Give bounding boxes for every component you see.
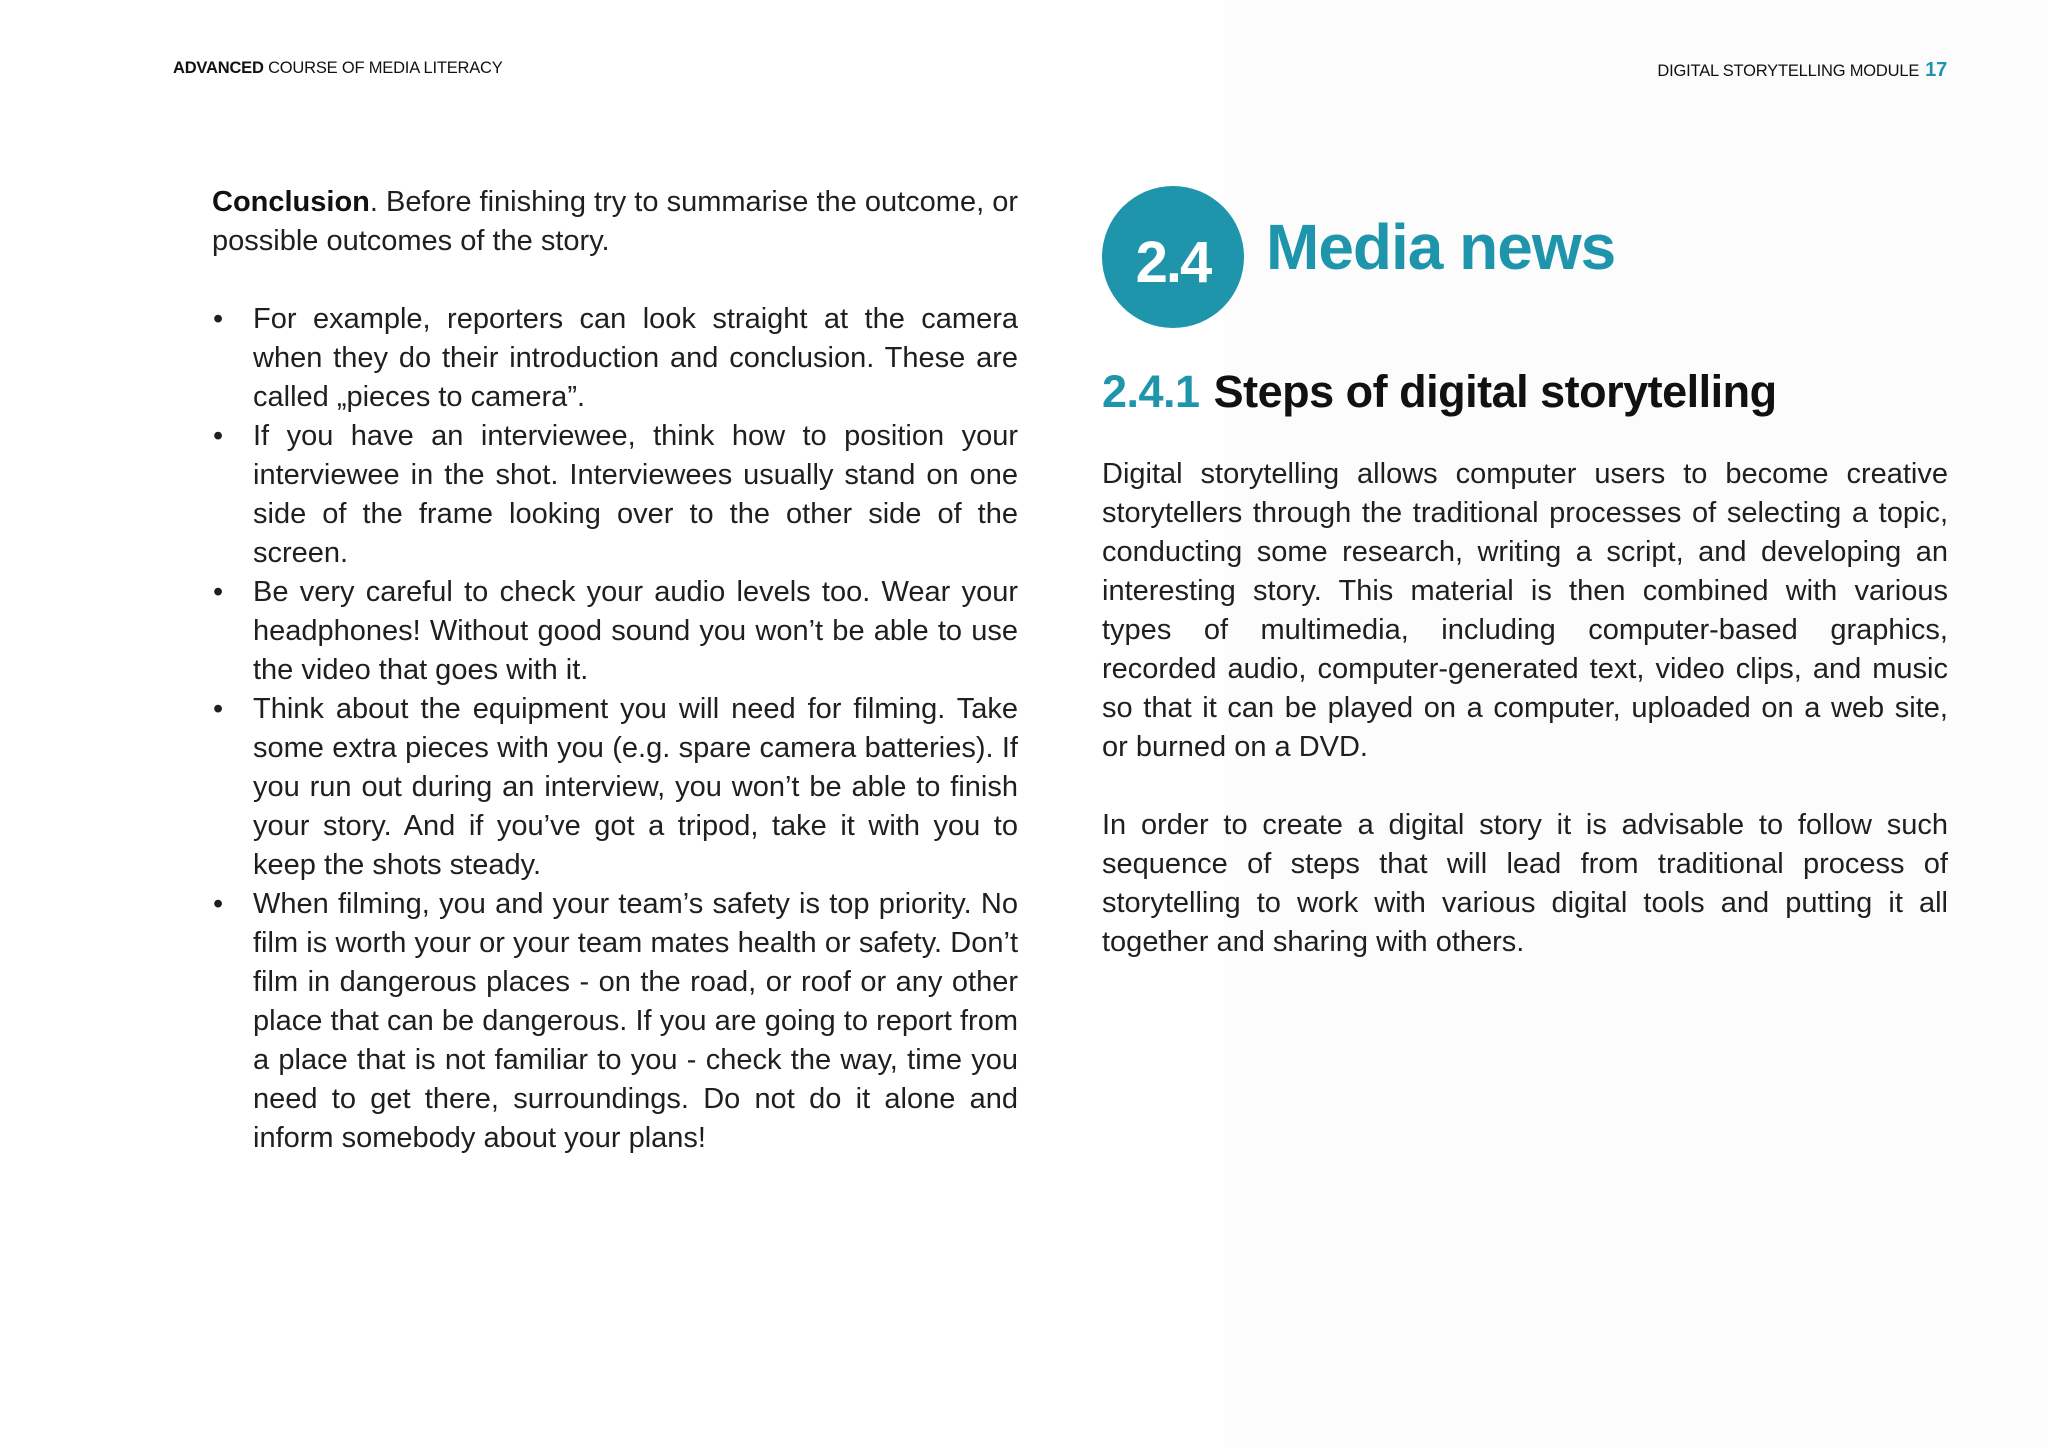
conclusion-paragraph [212, 183, 1018, 261]
right-column [1102, 455, 1948, 962]
bullet-text: Think about the equipment you will need for filming. Take some extra pieces with you (e.g. spare camera batteries). If you run out during an interview, you won’t be able to finish your story. And if you’ve got a tripod, take it with you to keep the shots steady. [253, 693, 1018, 881]
subsection-title: Steps of digital storytelling [1213, 366, 1777, 417]
running-header-right [1657, 59, 1947, 82]
bullet-marker: • [213, 693, 224, 725]
bullet-marker: • [213, 888, 224, 920]
bullet-text: When filming, you and your team’s safety is top priority. No film is worth your or your team mates health or safety. Don’t film in dangerous places - on the road, or roof or any other place that can be dangerous. If you are going to report from a place that is not familiar to you - check the way, time you need to get there, surroundings. Do not do it alone and inform somebody about your plans! [253, 888, 1018, 1154]
subsection-number: 2.4.1 [1102, 366, 1200, 417]
header-course-title: COURSE OF MEDIA LITERACY [263, 59, 503, 77]
body-paragraph: Digital storytelling allows computer users to become creative storytellers through the traditional processes of selecting a topic, conducting some research, writing a script, and developing an interesting story. This material is then combined with various types of multimedia, including computer-based graphics, recorded audio, computer-generated text, video clips, and music so that it can be played on a computer, uploaded on a web site, or burned on a DVD. [1102, 458, 1948, 763]
bullet-marker: • [213, 576, 224, 608]
header-course-level: ADVANCED [173, 59, 264, 77]
section-number-badge [1102, 186, 1244, 328]
conclusion-term: Conclusion [212, 186, 370, 218]
bullet-item [212, 690, 1018, 885]
running-header-left [173, 59, 503, 78]
section-title: Media news [1266, 211, 1616, 283]
bullet-item [212, 573, 1018, 690]
bullet-text: If you have an interviewee, think how to position your interviewee in the shot. Interviewees usually stand on one side of the frame looking over to the other side of the screen. [253, 420, 1018, 569]
bullet-marker: • [213, 303, 224, 335]
bullet-item [212, 885, 1018, 1158]
bullet-item [212, 300, 1018, 417]
conclusion-text: . Before finishing try to summarise the outcome, or possible outcomes of the story. [212, 186, 1018, 257]
tips-bullet-list [212, 300, 1018, 1158]
bullet-item [212, 417, 1018, 573]
left-column [212, 183, 1018, 1158]
body-paragraph: In order to create a digital story it is advisable to follow such sequence of steps that will lead from traditional process of storytelling to work with various digital tools and putting it all together and sharing with others. [1102, 809, 1948, 958]
bullet-text: For example, reporters can look straight at the camera when they do their introduction and conclusion. These are called „pieces to camera”. [253, 303, 1018, 413]
subsection-heading [1102, 366, 1777, 418]
header-module-title: DIGITAL STORYTELLING MODULE [1657, 62, 1920, 80]
page-number: 17 [1925, 59, 1947, 81]
bullet-marker: • [213, 420, 224, 452]
bullet-text: Be very careful to check your audio levels too. Wear your headphones! Without good sound you won’t be able to use the video that goes with it. [253, 576, 1018, 686]
section-number: 2.4 [1135, 229, 1211, 295]
